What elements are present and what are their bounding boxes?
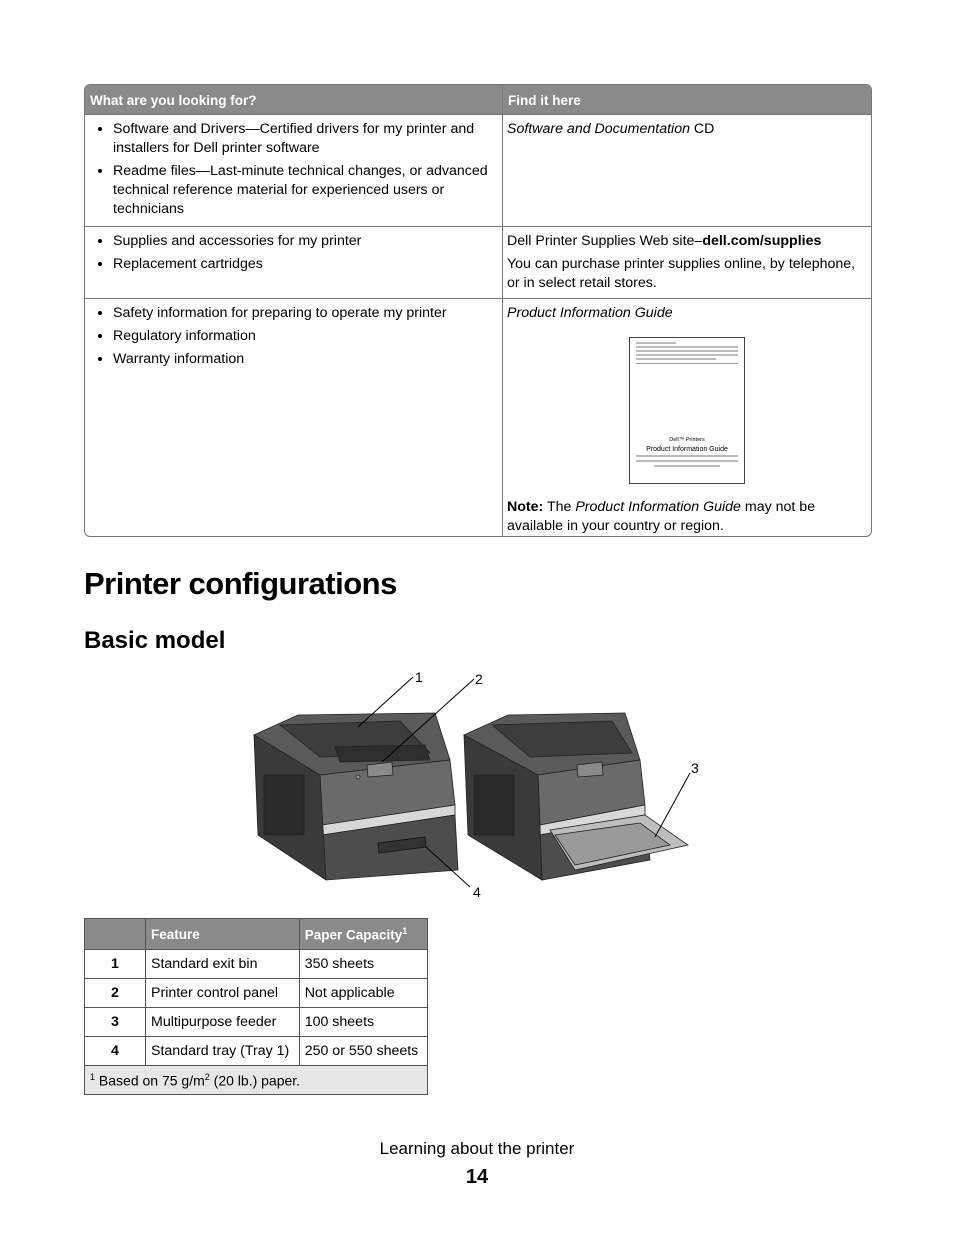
header-feature: Feature [146, 919, 300, 950]
footnote: $^1$ Based on 75 $g/m^2$ (20 lb.) paper. [85, 1066, 428, 1095]
lookup-row [85, 298, 871, 536]
note-guide-name: Product Information Guide [575, 499, 741, 515]
list-item: • Software and Drivers—Certified drivers for my printer and installers for Dell printer software [113, 120, 498, 158]
capacity-cell: 250 or 550 sheets [299, 1037, 427, 1066]
table-row [85, 950, 428, 979]
row-number: 4 [85, 1037, 146, 1066]
product-guide-cover-image [629, 337, 745, 484]
section-title: Printer configurations [84, 566, 397, 601]
callout-1: 1 [415, 669, 423, 685]
guide-title: Product Information Guide [646, 446, 728, 453]
supplies-site-label: Dell Printer Supplies Web site– [507, 233, 703, 249]
capacity-cell: 350 sheets [299, 950, 427, 979]
list-item: • Warranty information [113, 350, 498, 369]
doc-suffix: CD [689, 121, 715, 137]
feature-cell: Printer control panel [146, 979, 300, 1008]
table-row [85, 979, 428, 1008]
footer-section-title: Learning about the printer [379, 1139, 575, 1158]
feature-table [84, 918, 428, 1095]
note-text: The [543, 499, 576, 515]
table-row [85, 1037, 428, 1066]
footnote-row [85, 1066, 428, 1095]
subsection-title: Basic model [84, 627, 226, 654]
lookup-header [85, 85, 871, 114]
guide-name: Product Information Guide [507, 305, 673, 321]
lookup-row [85, 226, 871, 298]
note-label: Note: [507, 499, 544, 515]
doc-name: Software and Documentation [507, 121, 690, 137]
feature-cell: Multipurpose feeder [146, 1008, 300, 1037]
header-looking-for: What are you looking for? [85, 85, 503, 114]
row-number: 1 [85, 950, 146, 979]
header-find-it: Find it here [508, 93, 581, 108]
feature-cell: Standard tray (Tray 1) [146, 1037, 300, 1066]
guide-brand: Dell™ Printers [669, 437, 705, 443]
printer-left [254, 713, 458, 880]
printer-illustration [240, 665, 710, 903]
supplies-url: dell.com/supplies [702, 233, 822, 249]
callout-4: 4 [473, 884, 481, 900]
note-text-end: may not be available in your country or region. [507, 499, 816, 534]
feature-cell: Standard exit bin [146, 950, 300, 979]
callout-3: 3 [691, 760, 699, 776]
capacity-cell: Not applicable [299, 979, 427, 1008]
table-row [85, 1008, 428, 1037]
supplies-description: You can purchase printer supplies online, by telephone, or in select retail stores. [507, 256, 856, 291]
list-item: • Replacement cartridges [113, 255, 498, 274]
row-number: 3 [85, 1008, 146, 1037]
header-capacity: Paper Capacity$^1$ [299, 919, 427, 950]
callout-2: 2 [475, 671, 483, 687]
page-number: 14 [465, 1166, 489, 1188]
list-item: • Supplies and accessories for my printer [113, 232, 498, 251]
capacity-cell: 100 sheets [299, 1008, 427, 1037]
lookup-row [85, 114, 871, 226]
list-item: • Regulatory information [113, 327, 498, 346]
row-number: 2 [85, 979, 146, 1008]
list-item: • Safety information for preparing to operate my printer [113, 304, 498, 323]
blank-header [85, 919, 146, 950]
lookup-table [84, 84, 872, 537]
list-item: • Readme files—Last-minute technical changes, or advanced technical reference material for experienced users or technicians [113, 162, 498, 219]
printer-right [464, 713, 688, 880]
